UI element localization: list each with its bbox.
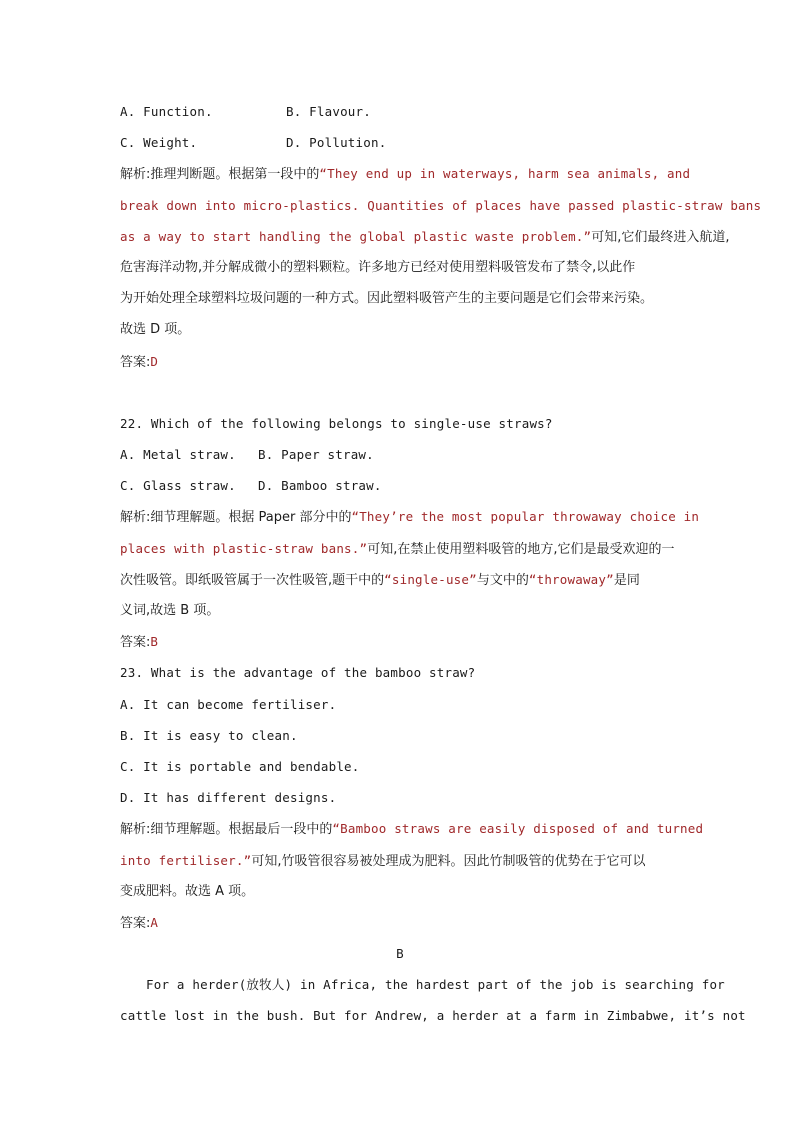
explanation-quote: break down into micro-plastics. Quantities of places have passed plastic-straw bans [120,197,762,213]
q22-explanation-line-4: 义词,故选 B 项。 [120,603,220,618]
explanation-quote: “throwaway” [528,571,614,587]
option-d: D. It has different designs. [120,790,337,806]
q21-options-row-2 [120,127,680,158]
explanation-text: 可知,它们最终进入航道, [591,229,730,245]
q22-options-row-2 [120,470,680,501]
explanation-lead: 细节理解题。根据最后一段中的 [150,822,333,838]
explanation-text: 可知,在禁止使用塑料吸管的地方,它们是最受欢迎的一 [367,541,675,557]
explanation-text: 是同 [613,572,640,588]
option-a: A. Function. [120,104,213,119]
document-page [120,96,762,1032]
explanation-quote: places with plastic-straw bans.” [120,540,368,556]
answer-value: B [150,634,159,650]
explanation-text: 次性吸管。即纸吸管属于一次性吸管,题干中的 [120,572,385,588]
explanation-quote: “They end up in waterways, harm sea animals, and [319,166,691,182]
q22-question: 22. Which of the following belongs to single-use straws? [120,415,553,431]
answer-label: 答案: [120,915,151,931]
q22-options-row-1 [120,439,680,470]
explanation-quote: “single-use” [384,571,477,587]
q22-explanation-line-3 [120,564,680,595]
explanation-label: 解析: [120,167,151,183]
q21-explanation-line-5: 为开始处理全球塑料垃圾问题的一种方式。因此塑料吸管产生的主要问题是它们会带来污染。 [120,291,654,307]
q21-explanation-line-3 [120,221,730,252]
q21-explanation-line-6: 故选 D 项。 [120,322,191,338]
q21-explanation-line-2 [120,190,762,221]
answer-label: 答案: [120,354,151,370]
option-b: B. It is easy to clean. [120,727,298,743]
q21-explanation-line-1 [120,158,691,189]
option-c: C. Glass straw. [120,478,236,494]
q21-explanation-line-4: 危害海洋动物,并分解成微小的塑料颗粒。许多地方已经对使用塑料吸管发布了禁令,以此作 [120,259,636,275]
q23-explanation-line-3: 变成肥料。故选 A 项。 [120,883,255,899]
spacer [120,377,680,408]
answer-value: A [150,914,159,930]
q21-options-row-1 [120,96,680,127]
q22-answer [120,626,680,657]
q23-answer [120,907,680,938]
q23-explanation-line-1 [120,813,704,844]
explanation-lead: 推理判断题。根据第一段中的 [150,167,320,183]
option-a: A. Metal straw. [120,447,236,463]
explanation-quote: “Bamboo straws are easily disposed of and turned [332,821,704,837]
answer-value: D [150,353,159,369]
explanation-quote: as a way to start handling the global plastic waste problem.” [120,228,592,244]
q21-answer [120,346,680,377]
section-heading: B [396,946,404,962]
q22-explanation-line-2 [120,533,680,564]
explanation-label: 解析: [120,822,151,838]
q23-question: 23. What is the advantage of the bamboo straw? [120,665,476,681]
option-d: D. Pollution. [286,135,387,151]
explanation-label: 解析: [120,510,151,526]
option-a: A. It can become fertiliser. [120,696,337,712]
option-d: D. Bamboo straw. [258,478,382,494]
q23-explanation-line-2 [120,845,680,876]
option-c: C. Weight. [120,135,198,151]
option-b: B. Paper straw. [258,447,374,463]
passage-line-2: cattle lost in the bush. But for Andrew, a herder at a farm in Zimbabwe, it’s not [120,1008,746,1024]
option-b: B. Flavour. [286,104,371,119]
passage-line-1: For a herder(放牧人) in Africa, the hardest part of the job is searching for [146,977,725,993]
explanation-text: 与文中的 [476,572,529,588]
q22-explanation-line-1 [120,501,700,532]
explanation-lead: 细节理解题。根据 Paper 部分中的 [150,510,352,526]
answer-label: 答案: [120,635,151,651]
explanation-text: 可知,竹吸管很容易被处理成为肥料。因此竹制吸管的优势在于它可以 [251,853,646,869]
option-c: C. It is portable and bendable. [120,758,360,774]
explanation-quote: into fertiliser.” [120,852,252,868]
explanation-quote: “They’re the most popular throwaway choice in [351,509,700,525]
